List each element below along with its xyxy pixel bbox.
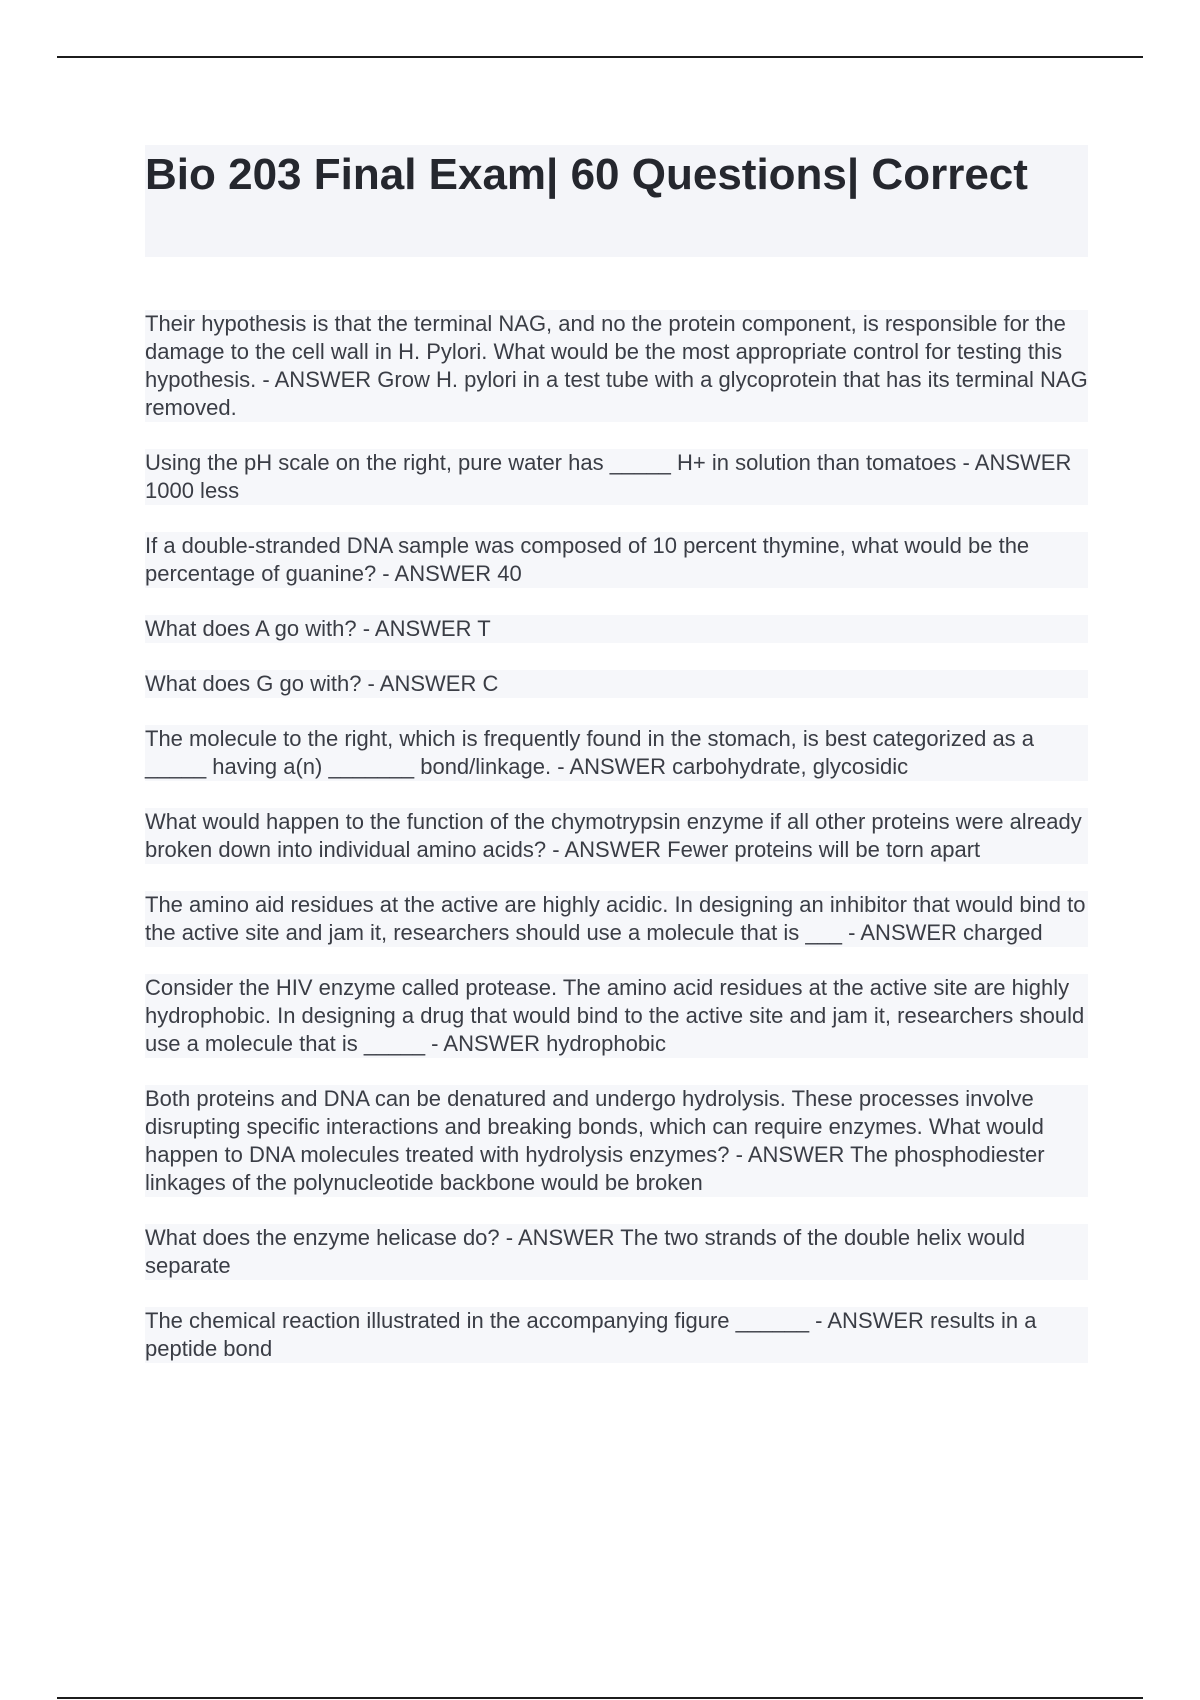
- question-item: Their hypothesis is that the terminal NAG, and no the protein component, is responsible for the damage to the cell wall in H. Pylori. What would be the most appropriate control for testing this hypothesis. - ANSWER Grow H. pylori in a test tube with a glycoprotein that has its terminal NAG removed.: [145, 311, 1088, 420]
- footer-rule: [57, 1697, 1143, 1699]
- document-title: Bio 203 Final Exam| 60 Questions| Correct: [145, 150, 1028, 199]
- question-item: What does the enzyme helicase do? - ANSWER The two strands of the double helix would separate: [145, 1224, 1088, 1280]
- question-item: Consider the HIV enzyme called protease. The amino acid residues at the active site are highly hydrophobic. In designing a drug that would bind to the active site and jam it, researchers should use a molecule that is _____ - ANSWER hydrophobic: [145, 974, 1088, 1058]
- question-item: If a double-stranded DNA sample was composed of 10 percent thymine, what would be the percentage of guanine? - ANSWER 40: [145, 532, 1088, 588]
- question-list: [145, 310, 1088, 1390]
- question-item: What does G go with? - ANSWER C: [145, 670, 1088, 698]
- question-item: What does A go with? - ANSWER T: [145, 615, 1088, 643]
- question-item: What would happen to the function of the chymotrypsin enzyme if all other proteins were already broken down into individual amino acids? - ANSWER Fewer proteins will be torn apart: [145, 808, 1088, 864]
- question-item: The molecule to the right, which is frequently found in the stomach, is best categorized as a _____ having a(n) _______ bond/linkage. - ANSWER carbohydrate, glycosidic: [145, 725, 1088, 781]
- question-item: The amino aid residues at the active are highly acidic. In designing an inhibitor that would bind to the active site and jam it, researchers should use a molecule that is ___ - ANSWER charged: [145, 891, 1088, 947]
- question-item: Using the pH scale on the right, pure water has _____ H+ in solution than tomatoes - ANSWER 1000 less: [145, 449, 1088, 505]
- header-rule: [57, 56, 1143, 58]
- question-item: Both proteins and DNA can be denatured and undergo hydrolysis. These processes involve disrupting specific interactions and breaking bonds, which can require enzymes. What would happen to DNA molecules treated with hydrolysis enzymes? - ANSWER The phosphodiester linkages of the polynucleotide backbone would be broken: [145, 1085, 1088, 1197]
- question-item: The chemical reaction illustrated in the accompanying figure ______ - ANSWER results in a peptide bond: [145, 1307, 1088, 1363]
- title-block: [145, 145, 1088, 257]
